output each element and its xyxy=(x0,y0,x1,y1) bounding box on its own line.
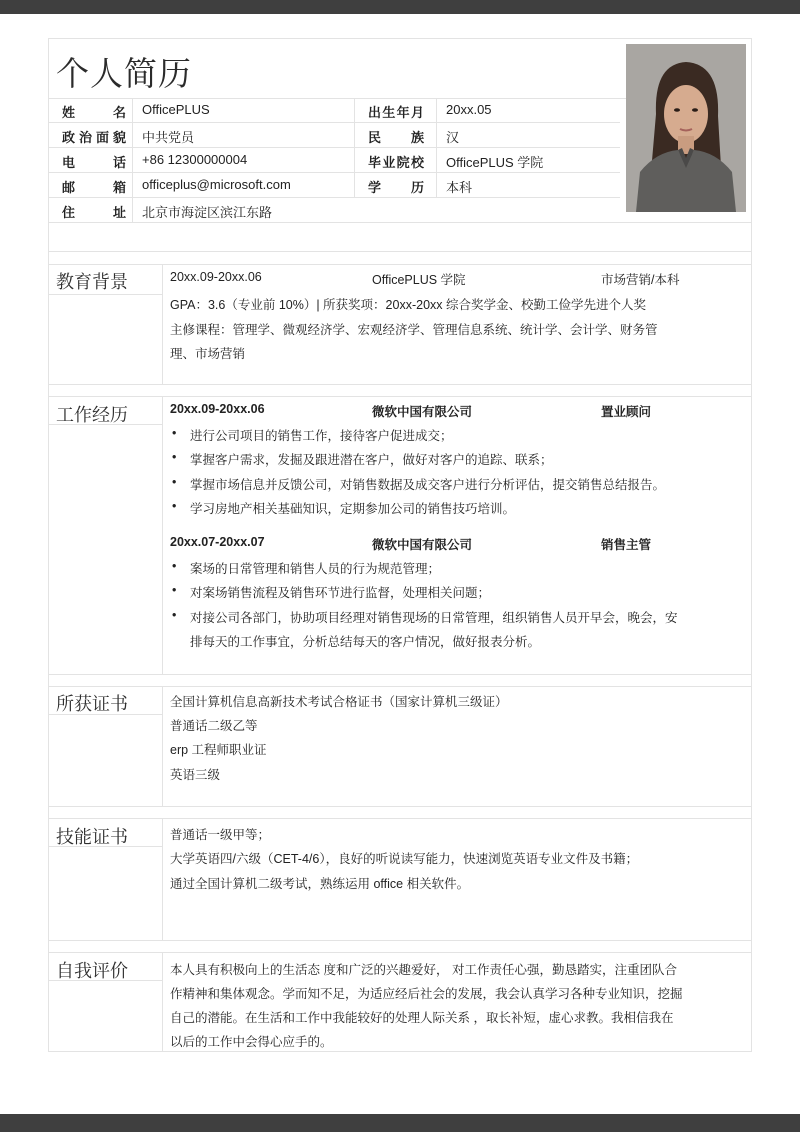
info-line-5 xyxy=(48,197,620,198)
phone-label: 电话 xyxy=(62,155,126,170)
phone-value: +86 12300000004 xyxy=(142,152,248,167)
education-title: 教育背景 xyxy=(56,272,128,292)
certs-top-line xyxy=(48,686,752,687)
gap-line-1 xyxy=(48,264,752,265)
self-eval-line-2: 作精神和集体观念。学而知不足，为适应经后社会的发展，我会认真学习各种专业知识，挖掘 xyxy=(170,987,683,1001)
birth-value: 20xx.05 xyxy=(446,102,492,117)
info-line-4 xyxy=(48,172,620,173)
job1-duty-3: 掌握市场信息并反馈公司，对销售数据及成交客户进行分析评估，提交销售总结报告。 xyxy=(190,478,666,492)
bullet-icon: • xyxy=(172,475,177,489)
cert-item-3: erp 工程师职业证 xyxy=(170,743,267,757)
work-bottom-line xyxy=(48,674,752,675)
top-bar xyxy=(0,0,800,14)
frame-top xyxy=(48,38,752,39)
frame-left xyxy=(48,38,49,1052)
edu-major: 市场营销/本科 xyxy=(601,273,680,287)
email-value: officeplus@microsoft.com xyxy=(142,177,291,192)
school-label: 毕业院校 xyxy=(368,155,424,170)
self-eval-line-3: 自己的潜能。在生活和工作中我能较好的处理人际关系 ，取长补短，虚心求教。我相信我在 xyxy=(170,1011,674,1025)
address-label: 住址 xyxy=(62,205,126,220)
cert-item-4: 英语三级 xyxy=(170,768,221,782)
cert-item-1: 全国计算机信息高新技术考试合格证书（国家计算机三级证） xyxy=(170,695,508,709)
degree-value: 本科 xyxy=(446,180,473,195)
bottom-bar xyxy=(0,1114,800,1132)
skill-item-1: 普通话一级甲等； xyxy=(170,828,271,842)
profile-photo xyxy=(626,44,746,212)
name-label: 姓名 xyxy=(62,105,126,120)
job2-role: 销售主管 xyxy=(601,538,652,552)
info-vline-2 xyxy=(354,98,355,197)
work-title: 工作经历 xyxy=(56,405,128,425)
edu-school: OfficePLUS 学院 xyxy=(372,273,466,287)
politics-label: 政治面貌 xyxy=(62,130,126,145)
job2-company: 微软中国有限公司 xyxy=(372,538,473,552)
edu-courses-2: 理、市场营销 xyxy=(170,347,246,361)
skills-top-line xyxy=(48,818,752,819)
job1-duty-4: 学习房地产相关基础知识，定期参加公司的销售技巧培训。 xyxy=(190,502,516,516)
job2-period: 20xx.07-20xx.07 xyxy=(170,535,265,549)
edu-gpa: GPA：3.6（专业前 10%）| 所获奖项：20xx-20xx 综合奖学金、校勤工俭学先进个人奖 xyxy=(170,298,647,312)
certs-title: 所获证书 xyxy=(56,694,128,714)
skills-title: 技能证书 xyxy=(56,827,128,847)
self-eval-line-1: 本人具有积极向上的生活态 度和广泛的兴趣爱好， 对工作责任心强，勤恳踏实，注重团队合 xyxy=(170,963,677,977)
bullet-icon: • xyxy=(172,450,177,464)
birth-label: 出生年月 xyxy=(368,105,424,120)
bullet-icon: • xyxy=(172,608,177,622)
self-top-line xyxy=(48,952,752,953)
edu-courses-1: 主修课程：管理学、微观经济学、宏观经济学、管理信息系统、统计学、会计学、财务管 xyxy=(170,323,658,337)
certs-vline xyxy=(162,686,163,806)
bullet-icon: • xyxy=(172,426,177,440)
job2-duty-3: 对接公司各部门，协助项目经理对销售现场的日常管理，组织销售人员开早会，晚会，安 xyxy=(190,611,678,625)
info-line-1 xyxy=(48,98,626,99)
self-eval-line-4: 以后的工作中会得心应手的。 xyxy=(170,1035,333,1049)
address-value: 北京市海淀区滨江东路 xyxy=(142,205,273,220)
bullet-icon: • xyxy=(172,559,177,573)
job1-role: 置业顾问 xyxy=(601,405,652,419)
politics-value: 中共党员 xyxy=(142,130,195,145)
job1-duty-1: 进行公司项目的销售工作，接待客户促进成交； xyxy=(190,429,453,443)
info-vline-3 xyxy=(436,98,437,197)
edu-period: 20xx.09-20xx.06 xyxy=(170,270,262,284)
self-vline xyxy=(162,952,163,1052)
cert-item-2: 普通话二级乙等 xyxy=(170,719,258,733)
certs-bottom-line xyxy=(48,806,752,807)
skills-bottom-line xyxy=(48,940,752,941)
info-line-6 xyxy=(48,222,752,223)
skill-item-2: 大学英语四/六级（CET-4/6），良好的听说读写能力，快速浏览英语专业文件及书籍； xyxy=(170,852,639,866)
bullet-icon: • xyxy=(172,499,177,513)
job1-period: 20xx.09-20xx.06 xyxy=(170,402,265,416)
self-eval-title: 自我评价 xyxy=(56,961,128,981)
frame-right xyxy=(751,38,752,1052)
info-line-2 xyxy=(48,122,620,123)
skills-vline xyxy=(162,818,163,940)
degree-label: 学历 xyxy=(368,180,424,195)
ethnic-value: 汉 xyxy=(446,130,460,145)
job1-duty-2: 掌握客户需求，发掘及跟进潜在客户，做好对客户的追踪、联系； xyxy=(190,453,553,467)
frame-bottom xyxy=(48,1051,752,1052)
edu-title-underline xyxy=(48,294,162,295)
work-top-line xyxy=(48,396,752,397)
job2-duty-2: 对案场销售流程及销售环节进行监督，处理相关问题； xyxy=(190,586,491,600)
info-line-7 xyxy=(48,251,752,252)
page-title: 个人简历 xyxy=(56,55,192,92)
info-vline-1 xyxy=(132,98,133,222)
edu-bottom-line xyxy=(48,384,752,385)
ethnic-label: 民族 xyxy=(368,130,424,145)
name-value: OfficePLUS xyxy=(142,102,210,117)
skill-item-3: 通过全国计算机二级考试，熟练运用 office 相关软件。 xyxy=(170,877,470,891)
edu-vline xyxy=(162,264,163,384)
job2-duty-3-cont: 排每天的工作事宜，分析总结每天的客户情况，做好报表分析。 xyxy=(190,635,541,649)
resume-page xyxy=(48,38,752,1052)
info-line-3 xyxy=(48,147,620,148)
school-value: OfficePLUS 学院 xyxy=(446,155,544,170)
email-label: 邮箱 xyxy=(62,180,126,195)
job2-duty-1: 案场的日常管理和销售人员的行为规范管理； xyxy=(190,562,441,576)
bullet-icon: • xyxy=(172,583,177,597)
work-vline xyxy=(162,396,163,674)
job1-company: 微软中国有限公司 xyxy=(372,405,473,419)
